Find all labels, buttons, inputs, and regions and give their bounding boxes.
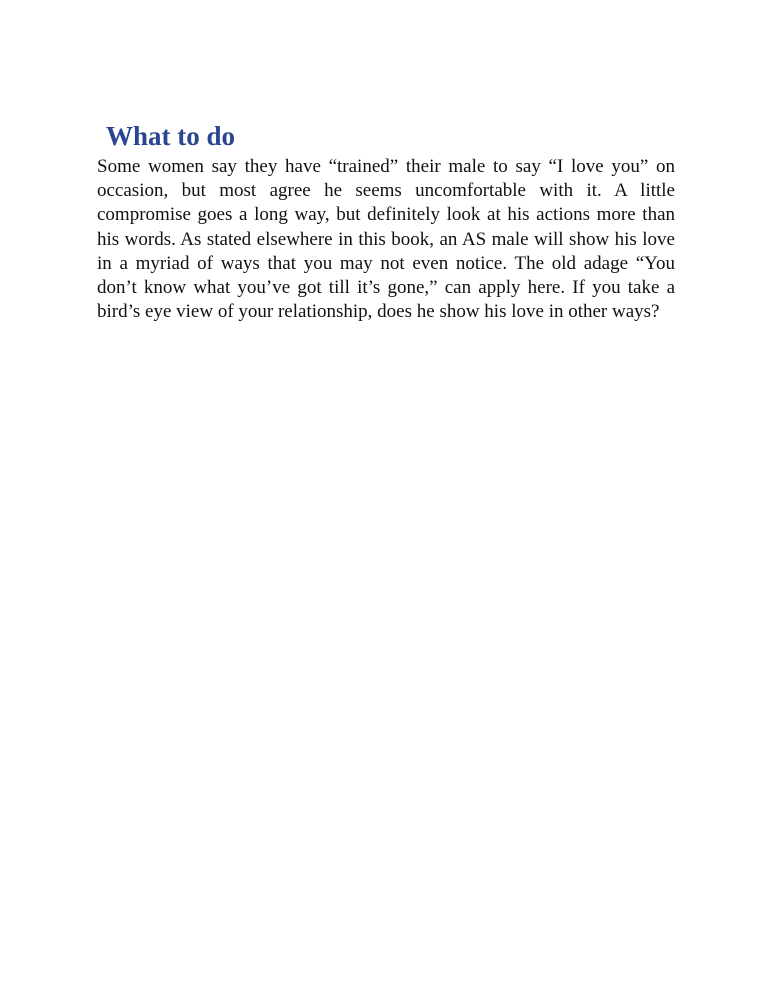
section-heading: What to do (106, 121, 236, 151)
section-paragraph: Some women say they have “trained” their male to say “I love you” on occasion, but most agree he seems uncomfortable with it. A little compromise goes a long way, but definitely look at his actions more than his words. As stated elsewhere in this book, an AS male will show his love in a myriad of ways that you may not even notice. The old adage “You don’t know what you’ve got till it’s gone,” can apply here. If you take a bird’s eye view of your relationship, does he show his love in other ways? (97, 156, 675, 323)
